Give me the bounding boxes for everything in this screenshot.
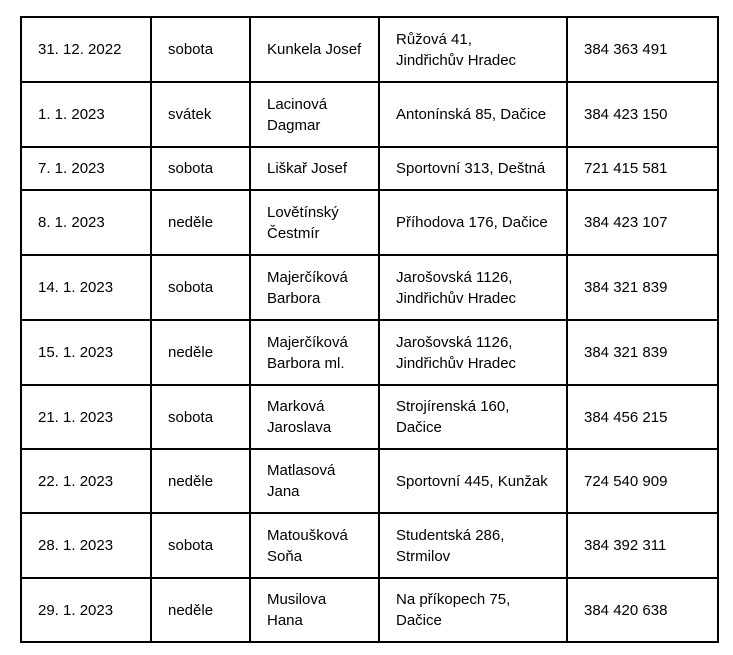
name-cell: Lovětínský Čestmír <box>250 190 379 255</box>
table-row <box>21 513 718 578</box>
day-cell: sobota <box>151 17 250 82</box>
date-cell: 29. 1. 2023 <box>21 578 151 642</box>
date-cell: 28. 1. 2023 <box>21 513 151 578</box>
phone-cell: 384 321 839 <box>567 320 718 385</box>
table-row <box>21 385 718 449</box>
date-cell: 15. 1. 2023 <box>21 320 151 385</box>
phone-cell: 721 415 581 <box>567 147 718 190</box>
day-cell: neděle <box>151 449 250 513</box>
address-cell: Jarošovská 1126, Jindřichův Hradec <box>379 320 567 385</box>
day-cell: sobota <box>151 513 250 578</box>
day-cell: sobota <box>151 255 250 320</box>
date-cell: 31. 12. 2022 <box>21 17 151 82</box>
date-cell: 1. 1. 2023 <box>21 82 151 147</box>
address-cell: Studentská 286, Strmilov <box>379 513 567 578</box>
table-row <box>21 82 718 147</box>
phone-cell: 384 420 638 <box>567 578 718 642</box>
address-cell: Sportovní 445, Kunžak <box>379 449 567 513</box>
table-row <box>21 255 718 320</box>
address-cell: Jarošovská 1126, Jindřichův Hradec <box>379 255 567 320</box>
table-row <box>21 578 718 642</box>
name-cell: Kunkela Josef <box>250 17 379 82</box>
phone-cell: 724 540 909 <box>567 449 718 513</box>
date-cell: 7. 1. 2023 <box>21 147 151 190</box>
address-cell: Strojírenská 160, Dačice <box>379 385 567 449</box>
phone-cell: 384 321 839 <box>567 255 718 320</box>
phone-cell: 384 423 150 <box>567 82 718 147</box>
phone-cell: 384 363 491 <box>567 17 718 82</box>
name-cell: Marková Jaroslava <box>250 385 379 449</box>
address-cell: Příhodova 176, Dačice <box>379 190 567 255</box>
name-cell: Majerčíková Barbora ml. <box>250 320 379 385</box>
day-cell: neděle <box>151 190 250 255</box>
date-cell: 21. 1. 2023 <box>21 385 151 449</box>
day-cell: svátek <box>151 82 250 147</box>
address-cell: Růžová 41, Jindřichův Hradec <box>379 17 567 82</box>
phone-cell: 384 456 215 <box>567 385 718 449</box>
day-cell: sobota <box>151 385 250 449</box>
date-cell: 14. 1. 2023 <box>21 255 151 320</box>
duty-schedule-table <box>20 16 719 643</box>
day-cell: neděle <box>151 320 250 385</box>
day-cell: neděle <box>151 578 250 642</box>
name-cell: Matoušková Soňa <box>250 513 379 578</box>
address-cell: Sportovní 313, Deštná <box>379 147 567 190</box>
phone-cell: 384 392 311 <box>567 513 718 578</box>
address-cell: Na příkopech 75, Dačice <box>379 578 567 642</box>
day-cell: sobota <box>151 147 250 190</box>
address-cell: Antonínská 85, Dačice <box>379 82 567 147</box>
table-row <box>21 320 718 385</box>
date-cell: 22. 1. 2023 <box>21 449 151 513</box>
name-cell: Matlasová Jana <box>250 449 379 513</box>
table-row <box>21 17 718 82</box>
table-row <box>21 147 718 190</box>
name-cell: Musilova Hana <box>250 578 379 642</box>
table-row <box>21 449 718 513</box>
phone-cell: 384 423 107 <box>567 190 718 255</box>
date-cell: 8. 1. 2023 <box>21 190 151 255</box>
table-row <box>21 190 718 255</box>
name-cell: Liškař Josef <box>250 147 379 190</box>
name-cell: Majerčíková Barbora <box>250 255 379 320</box>
name-cell: Lacinová Dagmar <box>250 82 379 147</box>
